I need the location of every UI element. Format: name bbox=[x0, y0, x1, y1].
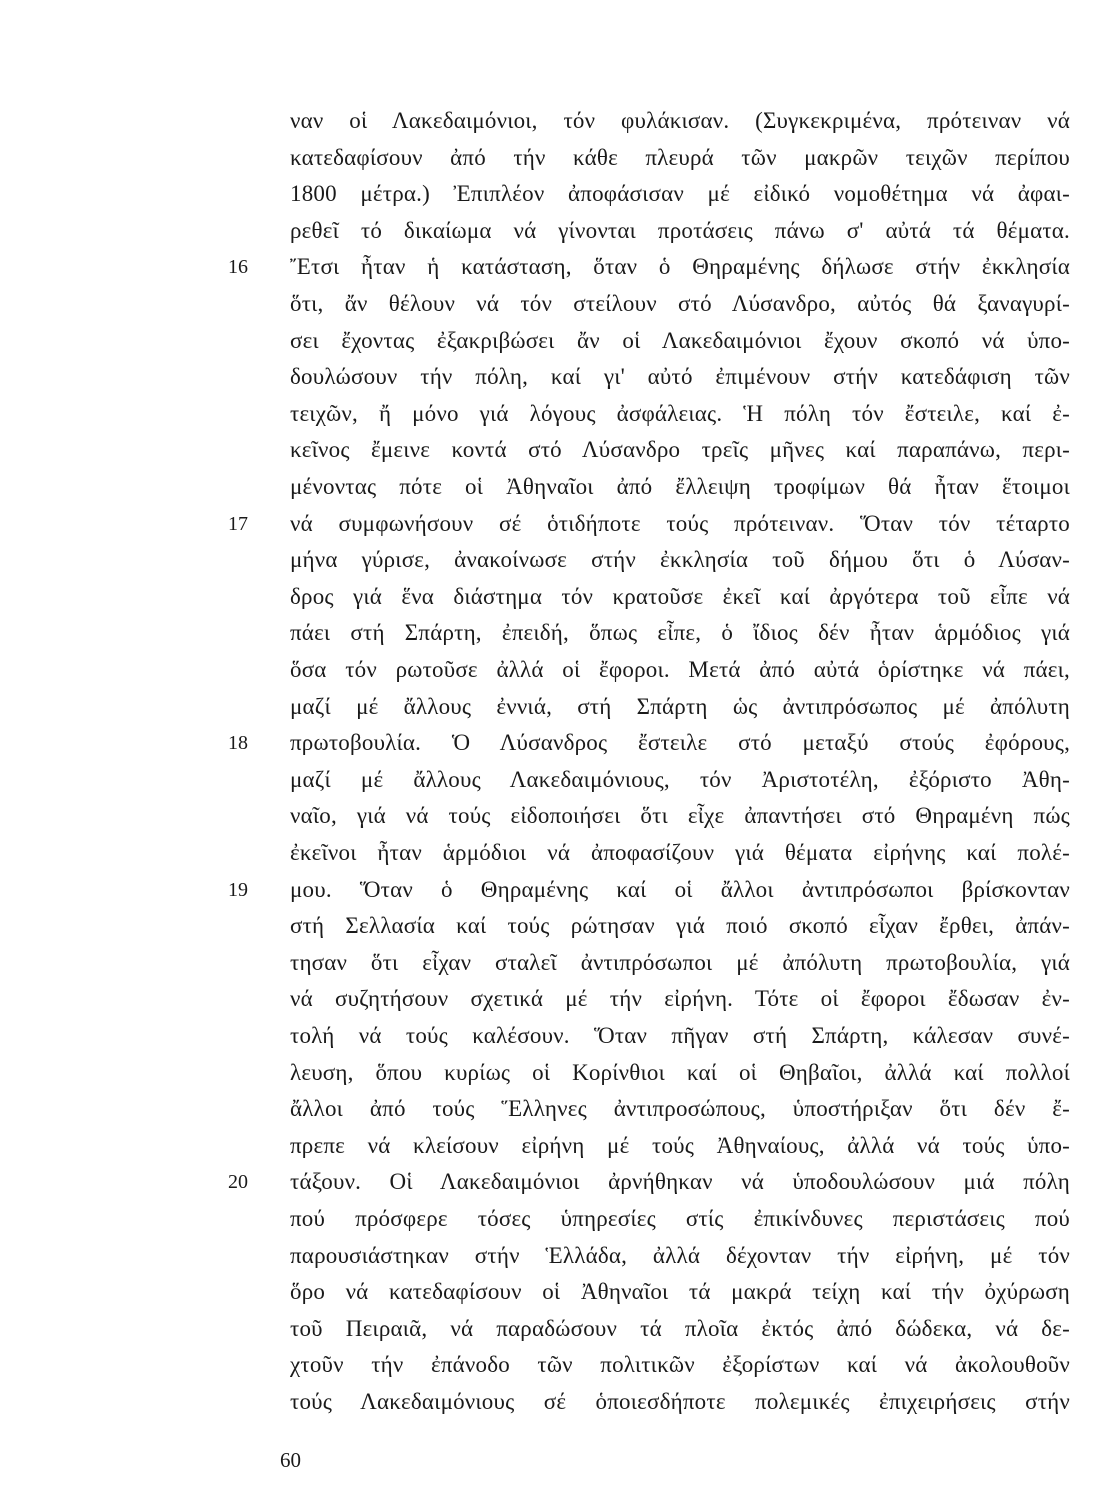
text-line: τειχῶν, ἤ μόνο γιά λόγους ἀσφάλειας. Ἡ πόλη τόν ἔστειλε, καί ἐ- bbox=[290, 401, 1070, 426]
section-number: 18 bbox=[228, 732, 248, 754]
text-line: 1800 μέτρα.) Ἐπιπλέον ἀποφάσισαν μέ εἰδικό νομοθέτημα νά ἀφαι- bbox=[290, 181, 1071, 206]
text-line: ὅσα τόν ρωτοῦσε ἀλλά οἱ ἔφοροι. Μετά ἀπό αὐτά ὁρίστηκε νά πάει, bbox=[290, 657, 1070, 682]
text-line: Ἔτσι ἦταν ἡ κατάσταση, ὅταν ὁ Θηραμένης δήλωσε στήν ἐκκλησία bbox=[290, 254, 1070, 279]
text-line: ὅτι, ἄν θέλουν νά τόν στείλουν στό Λύσανδρο, αὐτός θά ξαναγυρί- bbox=[290, 291, 1070, 316]
text-line: κεῖνος ἔμεινε κοντά στό Λύσανδρο τρεῖς μῆνες καί παραπάνω, περι- bbox=[290, 437, 1071, 462]
text-line: λευση, ὅπου κυρίως οἱ Κορίνθιοι καί οἱ Θηβαῖοι, ἀλλά καί πολλοί bbox=[290, 1060, 1070, 1085]
text-line: σει ἔχοντας ἐξακριβώσει ἄν οἱ Λακεδαιμόνιοι ἔχουν σκοπό νά ὑπο- bbox=[290, 328, 1071, 353]
text-line: νά συμφωνήσουν σέ ὁτιδήποτε τούς πρότειναν. Ὅταν τόν τέταρτο bbox=[290, 511, 1070, 536]
text-line: πρεπε νά κλείσουν εἰρήνη μέ τούς Ἀθηναίους, ἀλλά νά τούς ὑπο- bbox=[290, 1133, 1071, 1158]
text-line: ὅρο νά κατεδαφίσουν οἱ Ἀθηναῖοι τά μακρά τείχη καί τήν ὀχύρωση bbox=[290, 1279, 1071, 1304]
text-line: τοῦ Πειραιᾶ, νά παραδώσουν τά πλοῖα ἐκτός ἀπό δώδεκα, νά δε- bbox=[290, 1316, 1071, 1341]
text-line: παρουσιάστηκαν στήν Ἑλλάδα, ἀλλά δέχονταν τήν εἰρήνη, μέ τόν bbox=[290, 1243, 1071, 1268]
text-line: ναῖο, γιά νά τούς εἰδοποιήσει ὅτι εἶχε ἀπαντήσει στό Θηραμένη πώς bbox=[290, 803, 1070, 828]
text-line: τολή νά τούς καλέσουν. Ὅταν πῆγαν στή Σπάρτη, κάλεσαν συνέ- bbox=[290, 1023, 1070, 1048]
text-line: τούς Λακεδαιμόνιους σέ ὁποιεσδήποτε πολεμικές ἐπιχειρήσεις στήν bbox=[290, 1389, 1070, 1414]
text-line: τησαν ὅτι εἶχαν σταλεῖ ἀντιπρόσωποι μέ ἀπόλυτη πρωτοβουλία, γιά bbox=[290, 950, 1071, 975]
text-line: μαζί μέ ἄλλους Λακεδαιμόνιους, τόν Ἀριστοτέλη, ἐξόριστο Ἀθη- bbox=[290, 767, 1070, 792]
text-line: νά συζητήσουν σχετικά μέ τήν εἰρήνη. Τότε οἱ ἔφοροι ἔδωσαν ἐν- bbox=[290, 986, 1071, 1011]
text-line: τάξουν. Οἱ Λακεδαιμόνιοι ἀρνήθηκαν νά ὑποδουλώσουν μιά πόλη bbox=[290, 1169, 1070, 1194]
text-line: μαζί μέ ἄλλους ἐννιά, στή Σπάρτη ὡς ἀντιπρόσωπος μέ ἀπόλυτη bbox=[290, 694, 1070, 719]
text-line: μου. Ὅταν ὁ Θηραμένης καί οἱ ἄλλοι ἀντιπρόσωποι βρίσκονταν bbox=[290, 877, 1071, 902]
text-line: χτοῦν τήν ἐπάνοδο τῶν πολιτικῶν ἐξορίστων καί νά ἀκολουθοῦν bbox=[290, 1352, 1070, 1377]
text-line: στή Σελλασία καί τούς ρώτησαν γιά ποιό σκοπό εἶχαν ἔρθει, ἀπάν- bbox=[290, 913, 1071, 938]
text-line: πρωτοβουλία. Ὁ Λύσανδρος ἔστειλε στό μεταξύ στούς ἐφόρους, bbox=[290, 730, 1071, 755]
section-number: 19 bbox=[228, 879, 248, 901]
text-line: πού πρόσφερε τόσες ὑπηρεσίες στίς ἐπικίνδυνες περιστάσεις πού bbox=[290, 1206, 1071, 1231]
text-line: ρεθεῖ τό δικαίωμα νά γίνονται προτάσεις πάνω σ' αὐτά τά θέματα. bbox=[290, 218, 1070, 243]
section-number: 17 bbox=[228, 513, 248, 535]
text-line: μήνα γύρισε, ἀνακοίνωσε στήν ἐκκλησία τοῦ δήμου ὅτι ὁ Λύσαν- bbox=[290, 547, 1070, 572]
text-line: ἄλλοι ἀπό τούς Ἕλληνες ἀντιπροσώπους, ὑποστήριξαν ὅτι δέν ἔ- bbox=[290, 1096, 1071, 1121]
text-line: πάει στή Σπάρτη, ἐπειδή, ὅπως εἶπε, ὁ ἴδιος δέν ἦταν ἁρμόδιος γιά bbox=[290, 620, 1071, 645]
text-line: μένοντας πότε οἱ Ἀθηναῖοι ἀπό ἔλλειψη τροφίμων θά ἦταν ἕτοιμοι bbox=[290, 474, 1070, 499]
section-number: 16 bbox=[228, 256, 248, 278]
text-line: δουλώσουν τήν πόλη, καί γι' αὐτό ἐπιμένουν στήν κατεδάφιση τῶν bbox=[290, 364, 1070, 389]
text-line: κατεδαφίσουν ἀπό τήν κάθε πλευρά τῶν μακρῶν τειχῶν περίπου bbox=[290, 145, 1070, 170]
page-number: 60 bbox=[280, 1448, 301, 1472]
text-line: ἐκεῖνοι ἦταν ἁρμόδιοι νά ἀποφασίζουν γιά θέματα εἰρήνης καί πολέ- bbox=[290, 840, 1070, 865]
section-number: 20 bbox=[228, 1171, 248, 1193]
text-line: δρος γιά ἕνα διάστημα τόν κρατοῦσε ἐκεῖ καί ἀργότερα τοῦ εἶπε νά bbox=[290, 584, 1071, 609]
text-line: ναν οἱ Λακεδαιμόνιοι, τόν φυλάκισαν. (Συγκεκριμένα, πρότειναν νά bbox=[290, 108, 1071, 133]
